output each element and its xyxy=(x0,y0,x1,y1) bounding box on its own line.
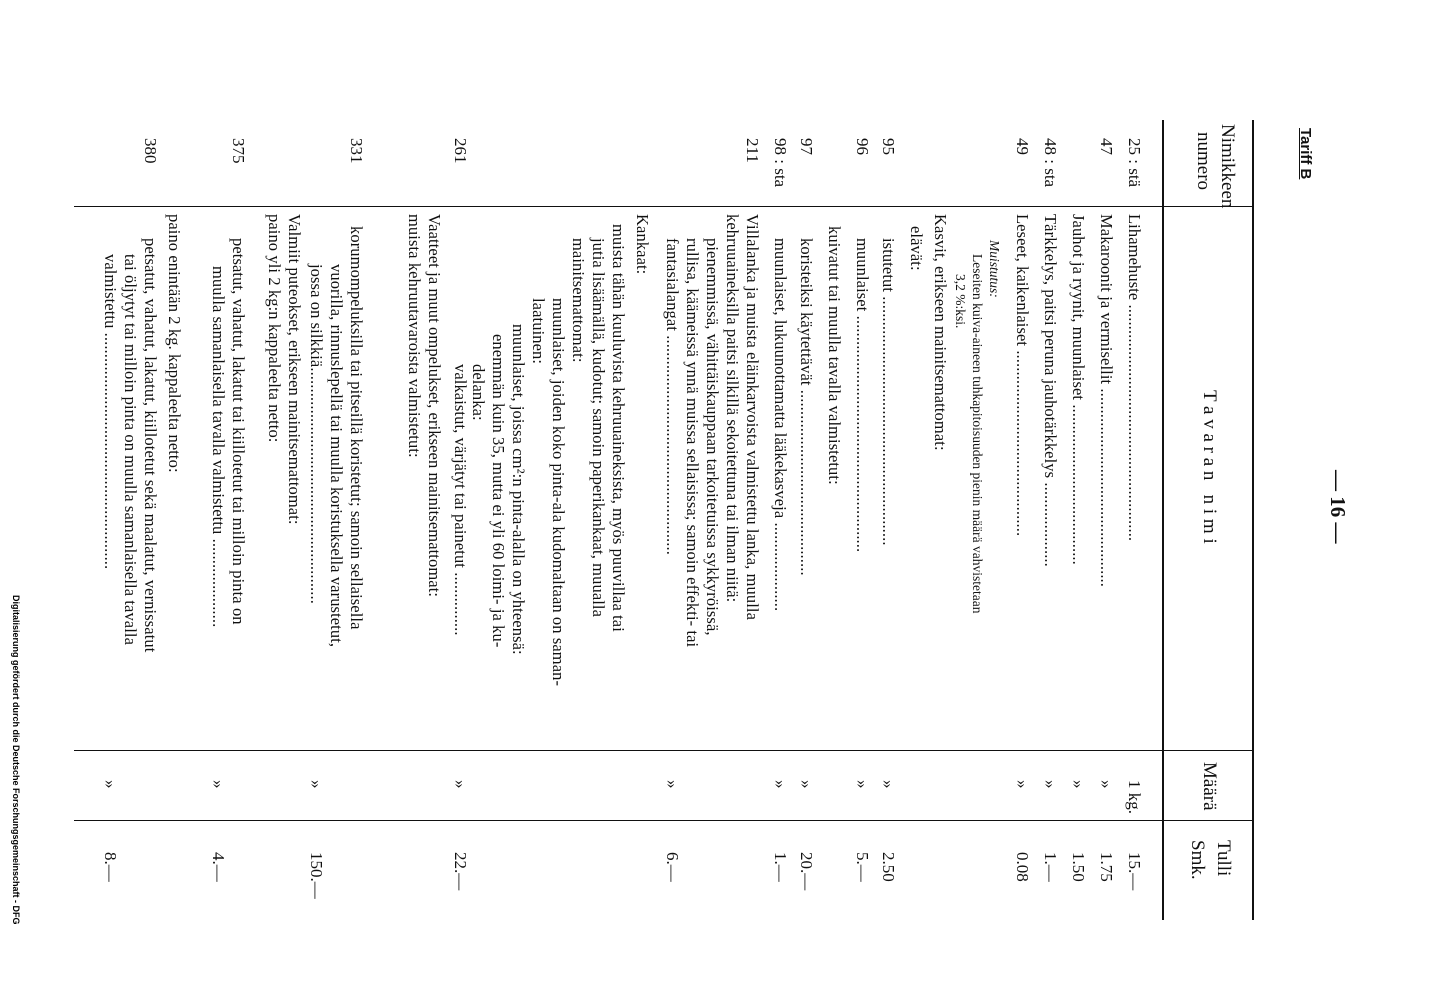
item-code: 380 xyxy=(141,138,160,164)
item-description-line: Muistutus: xyxy=(987,240,1002,298)
item-description-line: jossa on silkkiä........................................................ xyxy=(307,264,326,604)
item-description-line: Villalanka ja muista eläinkarvoista valmistettu lanka, muulla xyxy=(743,214,762,621)
item-unit: » xyxy=(101,780,120,789)
item-description-line: rullisa, käämeissä ynnä muissa sellaisissa; samoin effekti- tai xyxy=(683,238,702,648)
item-unit: » xyxy=(771,780,790,789)
header-top-rule xyxy=(1252,120,1254,920)
item-description-line: korumompeluksilla tai pitseillä koristetut; samoin sellaisella xyxy=(347,226,366,630)
item-description-line: fantasialangat .................................................... xyxy=(663,238,682,555)
item-code: 25 : stä xyxy=(1125,138,1144,188)
item-description-line: paino enintään 2 kg. kappaleelta netto: xyxy=(165,214,184,473)
item-duty: 20.— xyxy=(797,852,816,891)
col-header-unit: Määrä xyxy=(1199,762,1220,811)
item-description-line: Vaatteet ja muut ompelukset, erikseen mainitsemattomat: xyxy=(425,214,444,598)
item-description-line: enemmän kuin 35, mutta ei yli 60 loimi- ja ku- xyxy=(489,334,508,648)
item-duty: 22.— xyxy=(451,852,470,891)
item-duty: 150.— xyxy=(307,852,326,899)
item-unit: » xyxy=(853,780,872,789)
col-divider-1 xyxy=(74,206,1254,207)
item-description-line: vuorilla, rinnuslepellä tai muulla koristuksella varustetut, xyxy=(327,264,346,648)
item-description-line: mainitsemattomat: xyxy=(569,238,588,363)
item-unit: » xyxy=(879,780,898,789)
item-unit: » xyxy=(1069,780,1088,789)
item-description-line: Makaroonit ja vermisellit ............................................... xyxy=(1097,214,1116,588)
item-code: 261 xyxy=(451,138,470,164)
item-code: 211 xyxy=(743,138,762,163)
item-description-line: valmistettu ........................................................ xyxy=(101,254,120,570)
item-description-line: petsatut, vahatut, lakatut tai kiillotetut tai milloin pinta on xyxy=(229,238,248,625)
item-code: 331 xyxy=(347,138,366,164)
item-description-line: muulla samanlaisella tavalla valmistettu ..................... xyxy=(209,266,228,628)
item-description-line: Leseiten kuiva-aineen tuhkapitoisuuden pienin määrä vahvistetaan xyxy=(970,254,985,614)
col-header-code-1: Nimikkeen xyxy=(1217,124,1238,209)
item-description-line: Valmiit puteokset, erikseen mainitsemattomat: xyxy=(285,214,304,525)
item-duty: 1.— xyxy=(771,852,790,882)
item-code: 375 xyxy=(229,138,248,164)
item-description-line: istutetut ........................................................... xyxy=(879,238,898,546)
col-header-code-2: numero xyxy=(1193,132,1214,191)
item-unit: » xyxy=(797,780,816,789)
item-description-line: muista tähän kuuluvista kehruuaineksista, myös puuvillaa tai xyxy=(609,224,628,632)
item-description-line: muunlaiset ........................................................ xyxy=(853,238,872,553)
item-description-line: pienemmissä, vähittäiskauppaan tarkoitetuissa sykkyröissä, xyxy=(703,238,722,636)
item-code: 49 xyxy=(1013,138,1032,155)
col-header-duty-1: Tulli xyxy=(1213,840,1234,877)
col-header-duty-2: Smk. xyxy=(1187,840,1208,880)
item-duty: 6.— xyxy=(663,852,682,882)
item-unit: 1 kg. xyxy=(1125,780,1144,814)
item-duty: 1.— xyxy=(1041,852,1060,882)
item-description-line: Kankaat: xyxy=(633,214,652,275)
item-description-line: Lihamehuste ........................................................ xyxy=(1125,214,1144,542)
item-unit: » xyxy=(307,780,326,789)
item-description-line: jutia lisäämällä, kudotut; samoin paperikankaat, muualla xyxy=(589,238,608,618)
item-code: 47 xyxy=(1097,138,1116,155)
item-duty: 4.— xyxy=(209,852,228,882)
col-divider-3 xyxy=(74,820,1254,821)
header-bottom-rule xyxy=(1162,120,1164,920)
item-description-line: koristeiksi käytettävät ............................................ xyxy=(797,238,816,576)
item-duty: 1.50 xyxy=(1069,852,1088,882)
item-description-line: petsatut, vahatut, lakatut, kiillotetut sekä maalatut, vernissatut xyxy=(141,238,160,653)
item-unit: » xyxy=(1041,780,1060,789)
item-duty: 0.08 xyxy=(1013,852,1032,882)
item-unit: » xyxy=(1013,780,1032,789)
item-description-line: elävät: xyxy=(907,226,926,271)
item-description-line: valkaistut, värjätyt tai painetut ............... xyxy=(451,364,470,636)
col-header-name: T a v a r a n n i m i xyxy=(1199,390,1220,544)
tariff-label: Tariff B xyxy=(1297,128,1314,180)
item-code: 98 : sta xyxy=(771,138,790,188)
item-description-line: kehruuaineksilla paitsi silkillä sekoitettuna tai ilman niitä: xyxy=(723,214,742,603)
item-description-line: muunlaiset, lukuunottamatta lääkekasveja ..................... xyxy=(771,238,790,612)
item-code: 48 : sta xyxy=(1041,138,1060,188)
item-unit: » xyxy=(663,780,682,789)
item-duty: 1.75 xyxy=(1097,852,1116,882)
item-description-line: Jauhot ja ryynit, muunlaiset ...................................... xyxy=(1069,214,1088,565)
item-unit: » xyxy=(451,780,470,789)
item-code: 95 xyxy=(879,138,898,155)
item-description-line: Leseet, kaikenlaiset ............................................ xyxy=(1013,214,1032,537)
item-description-line: muista kehruutavaroista valmistetut: xyxy=(405,214,424,458)
item-unit: » xyxy=(209,780,228,789)
digitization-note: Digitalisierung gefördert durch die Deutsche Forschungsgemeinschaft - DFG xyxy=(11,595,21,925)
item-description-line: 3,2 %:ksi. xyxy=(953,274,968,329)
item-duty: 15.— xyxy=(1125,852,1144,891)
item-description-line: muunlaiset, joiden koko pinta-ala kudomaltaan on saman- xyxy=(549,298,568,687)
item-unit: » xyxy=(1097,780,1116,789)
item-description-line: laatuinen: xyxy=(529,298,548,365)
item-duty: 8.— xyxy=(101,852,120,882)
item-code: 97 xyxy=(797,138,816,155)
item-duty: 2.50 xyxy=(879,852,898,882)
item-duty: 5.— xyxy=(853,852,872,882)
item-description-line: delanka: xyxy=(469,364,488,421)
item-code: 96 xyxy=(853,138,872,155)
item-description-line: Tärkkelys, paitsi peruna jauhotärkkelys .................... xyxy=(1041,214,1060,567)
item-description-line: paino yli 2 kg:n kappaleelta netto: xyxy=(265,214,284,443)
item-description-line: kuivatut tai muulla tavalla valmistetut: xyxy=(825,226,844,485)
item-description-line: tai öljytyt tai milloin pinta on muulla samanlaisella tavalla xyxy=(121,254,140,646)
item-description-line: muunlaiset, joissa cm²:n pinta-alalla on yhteensä: xyxy=(509,324,528,655)
col-divider-2 xyxy=(74,750,1254,751)
page-number: — 16 — xyxy=(1326,470,1350,544)
item-description-line: Kasvit, erikseen mainitsemattomat: xyxy=(931,214,950,451)
